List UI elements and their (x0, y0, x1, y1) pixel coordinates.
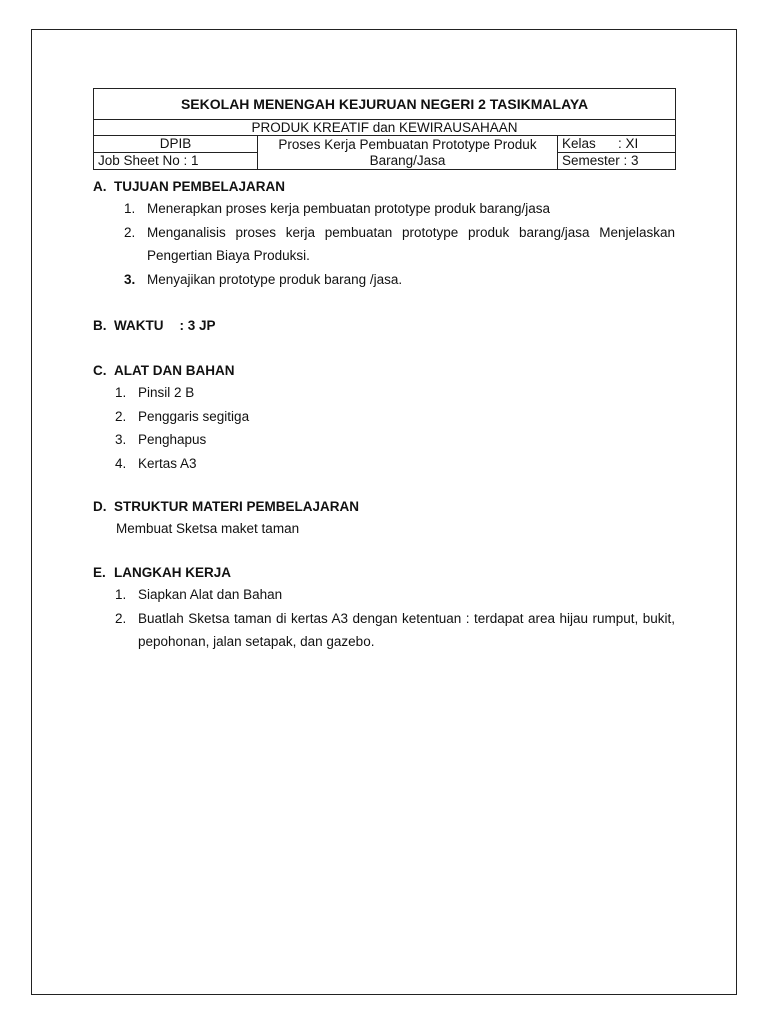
job-sheet-cell: Job Sheet No : 1 (94, 153, 258, 170)
list-number: 2. (115, 408, 127, 424)
section-letter: E. (93, 564, 106, 580)
section-letter: A. (93, 178, 107, 194)
section-title-text: TUJUAN PEMBELAJARAN (114, 178, 286, 194)
school-name: SEKOLAH MENENGAH KEJURUAN NEGERI 2 TASIKMALAYA (94, 89, 676, 120)
list-text: Buatlah Sketsa taman di kertas A3 dengan ketentuan : terdapat area hijau rumput, bukit, pepohonan, jalan setapak, dan gazebo. (138, 610, 675, 649)
kelas-label: Kelas (562, 136, 596, 151)
program-cell: DPIB (94, 136, 258, 153)
list-number: 2. (115, 610, 127, 626)
list-text: Menerapkan proses kerja pembuatan prototype produk barang/jasa (147, 201, 551, 216)
kelas-cell (558, 136, 676, 153)
list-number: 3. (124, 271, 136, 287)
list-text: Penggaris segitiga (138, 408, 250, 424)
section-d-text: Membuat Sketsa maket taman (116, 521, 300, 536)
list-item (93, 405, 675, 429)
list-number: 1. (124, 201, 136, 216)
list-text: Pinsil 2 B (138, 385, 195, 400)
list-item (93, 268, 675, 292)
section-letter: D. (93, 498, 107, 514)
list-number: 2. (124, 224, 136, 240)
header-table (93, 88, 676, 170)
list-text: Menganalisis proses kerja pembuatan prototype produk barang/jasa Menjelaskan Pengertian Biaya Produksi. (147, 224, 675, 263)
topic-cell: Proses Kerja Pembuatan Prototype Produk Barang/Jasa (258, 136, 558, 170)
waktu-value: : 3 JP (179, 317, 216, 333)
list-number: 3. (115, 432, 127, 447)
section-title-text: ALAT DAN BAHAN (114, 362, 235, 378)
section-e-list (93, 583, 675, 654)
list-text: Penghapus (138, 432, 207, 447)
document-body (93, 175, 675, 654)
section-title-text: LANGKAH KERJA (114, 564, 232, 580)
list-item (93, 428, 675, 452)
list-number: 1. (115, 587, 127, 602)
list-number: 1. (115, 385, 127, 400)
section-a-title (93, 175, 675, 197)
section-title-text: WAKTU (114, 317, 164, 333)
list-text: Menyajikan prototype produk barang /jasa. (147, 271, 403, 287)
section-d-title (93, 495, 675, 517)
kelas-value: : XI (618, 136, 639, 151)
list-item (93, 583, 675, 607)
list-item (93, 607, 675, 654)
section-e-title (93, 561, 675, 583)
list-item (93, 197, 675, 221)
section-title-text: STRUKTUR MATERI PEMBELAJARAN (114, 498, 359, 514)
section-a-list (93, 197, 675, 291)
section-b-title (93, 314, 675, 336)
section-c-list (93, 381, 675, 475)
semester-cell: Semester : 3 (558, 153, 676, 170)
list-text: Kertas A3 (138, 455, 197, 471)
list-text: Siapkan Alat dan Bahan (138, 587, 283, 602)
list-item (93, 452, 675, 476)
section-letter: B. (93, 317, 107, 333)
section-c-title (93, 359, 675, 381)
list-item (93, 381, 675, 405)
subject-name: PRODUK KREATIF dan KEWIRAUSAHAAN (94, 120, 676, 136)
list-item (93, 221, 675, 268)
list-number: 4. (115, 455, 127, 471)
section-letter: C. (93, 362, 107, 378)
